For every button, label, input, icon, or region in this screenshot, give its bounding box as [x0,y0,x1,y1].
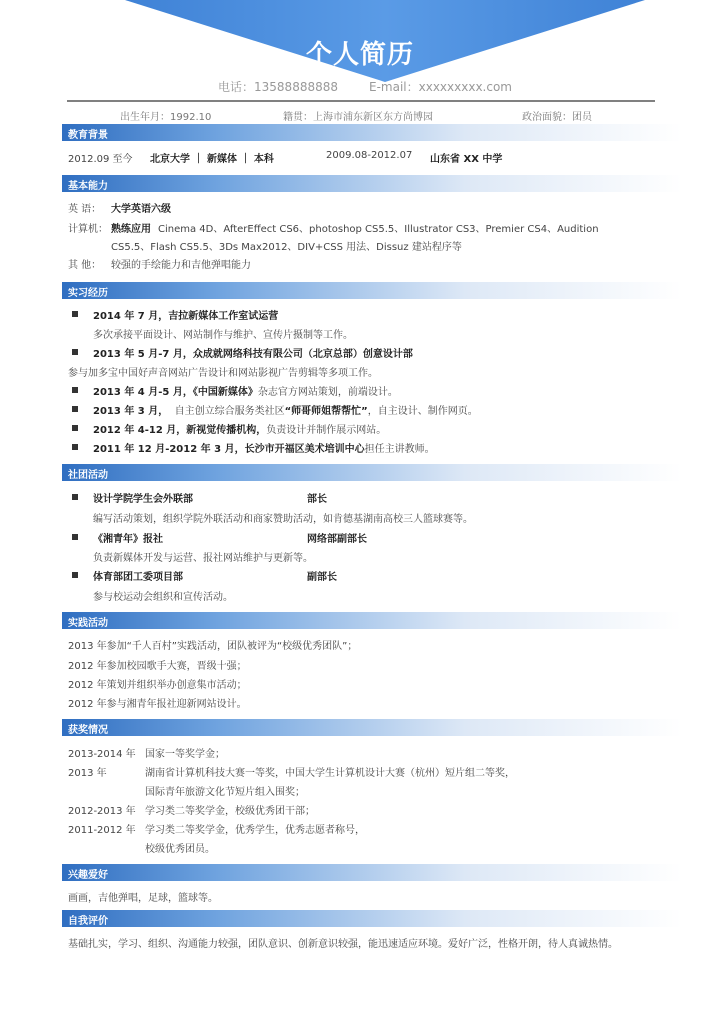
award-4-text-2: 校级优秀团员。 [145,844,215,855]
origin-value: 上海市浦东新区东方尚博园 [313,112,433,123]
politics-info [522,108,592,123]
intern-6-title: 2011 年 12 月-2012 年 3 月，长沙市开福区美术培训中心 [93,444,365,455]
intern-1-title: 2014 年 7 月，吉拉新媒体工作室试运营 [93,311,279,322]
intern-6-desc: 担任主讲教师。 [364,444,435,455]
section-title: 自我评价 [68,916,108,927]
origin-label: 籍贯： [283,112,313,123]
award-1-text: 国家一等奖学金； [145,749,225,760]
politics-label: 政治面貌： [522,112,572,123]
award-1-year: 2013-2014 年 [68,749,136,760]
club-2-role: 网络部副部长 [307,534,367,545]
intern-5 [93,421,386,436]
intern-5-desc: 负责设计并制作展示网站。 [266,425,387,436]
award-2-year: 2013 年 [68,768,107,779]
intern-4-desc: ，自主设计、制作网页。 [367,406,478,417]
birth-label: 出生年月： [120,112,170,123]
bullet-icon [72,387,78,393]
hobbies-text: 画画，吉他弹唱，足球，篮球等。 [68,893,218,904]
award-3-text: 学习类二等奖学金，校级优秀团干部； [145,806,315,817]
bullet-icon [72,534,78,540]
intern-1-desc: 多次承接平面设计、网站制作与维护、宣传片摄制等工作。 [93,330,353,341]
section-skills [62,175,682,192]
club-2-org: 《湘青年》报社 [93,534,163,545]
intern-3-desc: 杂志官方网站策划，前端设计。 [257,387,398,398]
section-title: 基本能力 [68,181,108,192]
bullet-icon [72,311,78,317]
intern-6 [93,440,435,455]
section-title: 实践活动 [68,618,108,629]
birth-value: 1992.10 [170,112,212,123]
award-2-text: 湖南省计算机科技大赛一等奖，中国大学生计算机设计大赛（杭州）短片组二等奖， [145,768,515,779]
intern-2-title: 2013 年 5 月-7 月，众成就网络科技有限公司（北京总部）创意设计部 [93,349,413,360]
bullet-icon [72,444,78,450]
practice-3: 2012 年策划并组织举办创意集市活动； [68,680,247,691]
bullet-icon [72,406,78,412]
section-internship [62,282,682,299]
intern-4-title: 2013 年 3 月， [93,406,169,417]
header-divider [67,100,655,102]
section-clubs [62,464,682,481]
phone [218,78,338,95]
intern-4 [93,402,478,417]
intern-5-title: 2012 年 4-12 月，新视觉传播机构， [93,425,267,436]
english-label: 英 语： [68,204,102,215]
phone-label: 电话： [218,80,255,94]
bullet-icon [72,494,78,500]
edu-school-1: 北京大学 ｜ 新媒体 ｜ 本科 [150,154,274,165]
award-3-year: 2012-2013 年 [68,806,136,817]
practice-1: 2013 年参加“千人百村”实践活动，团队被评为“校级优秀团队”； [68,641,358,652]
birth-info [120,108,211,123]
section-awards [62,719,682,736]
section-hobbies [62,864,682,881]
intern-3-title: 2013 年 4 月-5 月，《中国新媒体》 [93,387,258,398]
section-title: 教育背景 [68,130,108,141]
bullet-icon [72,349,78,355]
edu-school-2: 山东省 XX 中学 [430,154,503,165]
award-4-year: 2011-2012 年 [68,825,136,836]
other-value: 较强的手绘能力和吉他弹唱能力 [111,260,251,271]
intern-2-desc: 参与加多宝中国好声音网站广告设计和网站影视广告剪辑等多项工作。 [68,368,378,379]
computer-label: 计算机： [68,224,108,235]
section-education [62,124,682,141]
page-title: 个人简历 [305,40,414,70]
email [369,78,512,95]
phone-value: 13588888888 [254,80,338,94]
email-label: E-mail： [369,80,419,94]
club-3-desc: 参与校运动会组织和宣传活动。 [93,592,233,603]
email-value: xxxxxxxxx.com [418,80,512,94]
origin-info [283,108,433,123]
section-title: 实习经历 [68,288,108,299]
practice-4: 2012 年参与湘青年报社迎新网站设计。 [68,699,247,710]
computer-line-2: CS5.5、Flash CS5.5、3Ds Max2012、DIV+CSS 用法、Dissuz 建站程序等 [111,242,462,253]
award-4-text: 学习类二等奖学金，优秀学生，优秀志愿者称号， [145,825,365,836]
award-2-text-2: 国际青年旅游文化节短片组入围奖； [145,787,305,798]
section-self-evaluation [62,910,682,927]
intern-4-mid: 自主创立综合服务类社区 [174,406,285,417]
section-title: 社团活动 [68,470,108,481]
edu-date-2: 2009.08-2012.07 [326,150,413,161]
club-3-role: 副部长 [307,572,337,583]
other-label: 其 他： [68,260,102,271]
intern-4-name: “师哥师姐帮帮忙” [284,406,368,417]
club-2-desc: 负责新媒体开发与运营、报社网站维护与更新等。 [93,553,313,564]
edu-date-1: 2012.09 至今 [68,154,133,165]
section-practice [62,612,682,629]
section-title: 获奖情况 [68,725,108,736]
club-3-org: 体育部团工委项目部 [93,572,183,583]
self-evaluation-text: 基础扎实，学习、组织、沟通能力较强，团队意识、创新意识较强，能迅速适应环境。爱好广泛，性格开朗，待人真诚热情。 [68,939,618,950]
club-1-role: 部长 [307,494,327,505]
computer-bold: 熟练应用 [111,224,151,235]
bullet-icon [72,572,78,578]
club-1-org: 设计学院学生会外联部 [93,494,193,505]
club-1-desc: 编写活动策划，组织学院外联活动和商家赞助活动，如肯德基湖南高校三人篮球赛等。 [93,514,473,525]
politics-value: 团员 [572,112,592,123]
practice-2: 2012 年参加校园歌手大赛，晋级十强； [68,661,247,672]
computer-line-1: Cinema 4D、AfterEffect CS6、photoshop CS5.5、Illustrator CS3、Premier CS4、Audition [158,224,599,235]
english-value: 大学英语六级 [111,204,171,215]
bullet-icon [72,425,78,431]
intern-3 [93,383,398,398]
section-title: 兴趣爱好 [68,870,108,881]
